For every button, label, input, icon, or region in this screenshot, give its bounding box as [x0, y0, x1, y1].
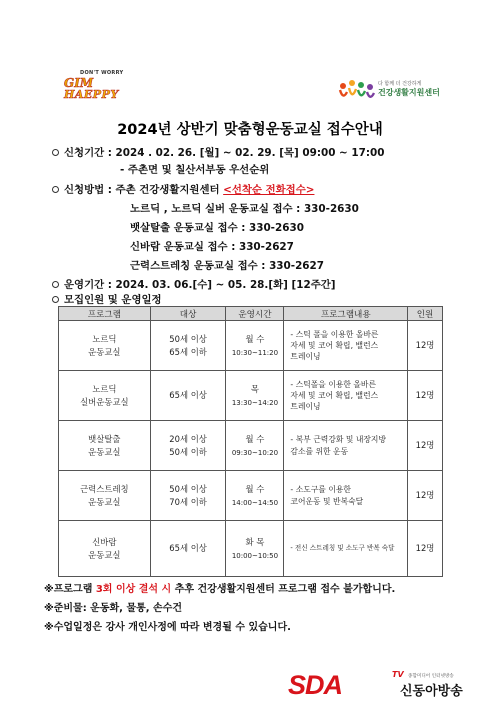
- gim-haeppy-logo: [58, 70, 138, 102]
- cell-count: 12명: [408, 471, 443, 521]
- header-target: 대상: [150, 307, 226, 321]
- logo-center-name: 건강생활지원센터: [378, 88, 440, 97]
- absence-note: ※프로그램 3회 이상 결석 시 추후 건강생활지원센터 프로그램 접수 불가합니다.: [44, 584, 396, 595]
- logo-line1: GIM: [64, 76, 94, 90]
- schedule-change-note: ※수업일정은 강사 개인사정에 따라 변경될 수 있습니다.: [44, 622, 291, 633]
- cell-time: 월 수 14:00~14:50: [226, 471, 284, 521]
- schedule-table: [58, 306, 443, 577]
- cell-content: - 전신 스트레칭 및 소도구 반복 숙달: [284, 521, 408, 577]
- logo-line2: HAEPPY: [64, 88, 119, 101]
- logo-small-text: DON'T WORRY: [80, 70, 124, 76]
- method-line-4: 근력스트레칭 운동교실 접수 : 330-2627: [130, 260, 324, 272]
- cell-time: 월 수 09:30~10:20: [226, 421, 284, 471]
- people-icon: [338, 78, 376, 104]
- page-title: 2024년 상반기 맞춤형운동교실 접수안내: [117, 122, 383, 138]
- header-program: 프로그램: [59, 307, 151, 321]
- header-time: 운영시간: [226, 307, 284, 321]
- cell-target: 65세 이상: [150, 371, 226, 421]
- cell-program: 노르딕 실버운동교실: [59, 371, 151, 421]
- circle-bullet-icon: [52, 296, 59, 303]
- operation-period: [52, 276, 336, 291]
- header-count: 인원: [408, 307, 443, 321]
- cell-program: 뱃살탈출 운동교실: [59, 421, 151, 471]
- cell-target: 50세 이상 65세 이하: [150, 321, 226, 371]
- recruit-heading: [52, 291, 162, 306]
- table-row: [59, 321, 443, 371]
- logo-subtext: 다 함께 더 건강하게: [378, 81, 422, 87]
- application-period: [52, 144, 384, 159]
- cell-target: 65세 이상: [150, 521, 226, 577]
- cell-content: - 스틱폴을 이용한 올바른 자세 및 코어 확립, 밸런스 트레이닝: [284, 371, 408, 421]
- sda-tv-logo: [288, 670, 488, 700]
- table-row: [59, 421, 443, 471]
- cell-count: 12명: [408, 521, 443, 577]
- method-line-2: 뱃살탈출 운동교실 접수 : 330-2630: [130, 222, 304, 234]
- header-content: 프로그램내용: [284, 307, 408, 321]
- method-text: 신청방법 : 주촌 건강생활지원센터: [64, 184, 224, 196]
- table-row: [59, 471, 443, 521]
- supplies-note: ※준비물: 운동화, 물통, 손수건: [44, 603, 183, 614]
- cell-time: 목 13:30~14:20: [226, 371, 284, 421]
- cell-count: 12명: [408, 421, 443, 471]
- method-line-3: 신바람 운동교실 접수 : 330-2627: [130, 241, 294, 253]
- health-center-logo: [338, 78, 438, 108]
- cell-content: - 스틱 폴을 이용한 올바른 자세 및 코어 확립, 밸런스 트레이닝: [284, 321, 408, 371]
- circle-bullet-icon: [52, 149, 59, 156]
- sda-logo-text: SDA: [288, 670, 343, 700]
- circle-bullet-icon: [52, 186, 59, 193]
- cell-program: 신바람 운동교실: [59, 521, 151, 577]
- cell-time: 월 수 10:30~11:20: [226, 321, 284, 371]
- priority-note: - 주촌면 및 칠산서부동 우선순위: [120, 164, 270, 176]
- cell-program: 근력스트레칭 운동교실: [59, 471, 151, 521]
- absence-highlight: 3회 이상 결석 시: [95, 584, 172, 595]
- cell-count: 12명: [408, 321, 443, 371]
- cell-content: - 복부 근력강화 및 내장지방 감소를 위한 운동: [284, 421, 408, 471]
- cell-count: 12명: [408, 371, 443, 421]
- cell-program: 노르딕 운동교실: [59, 321, 151, 371]
- application-method: [52, 181, 314, 196]
- cell-target: 50세 이상 70세 이하: [150, 471, 226, 521]
- cell-time: 화 목 10:00~10:50: [226, 521, 284, 577]
- period-text: 신청기간 : 2024 . 02. 26. [월] ~ 02. 29. [목] 09:00 ~ 17:00: [64, 147, 385, 159]
- tv-text: TV: [392, 670, 404, 679]
- table-row: [59, 521, 443, 577]
- footer-tagline: 종합미디어 인터넷방송: [408, 674, 454, 679]
- recruit-text: 모집인원 및 운영일정: [64, 294, 162, 306]
- cell-content: - 소도구를 이용한 코어운동 및 반복숙달: [284, 471, 408, 521]
- operation-text: 운영기간 : 2024. 03. 06.[수] ~ 05. 28.[화] [12주간]: [64, 279, 336, 291]
- table-header-row: [59, 307, 443, 321]
- method-highlight: <선착순 전화접수>: [223, 184, 315, 196]
- table-row: [59, 371, 443, 421]
- footer-brand: 신동아방송: [400, 684, 463, 699]
- circle-bullet-icon: [52, 281, 59, 288]
- cell-target: 20세 이상 50세 이하: [150, 421, 226, 471]
- method-line-1: 노르딕 , 노르딕 실버 운동교실 접수 : 330-2630: [130, 203, 359, 215]
